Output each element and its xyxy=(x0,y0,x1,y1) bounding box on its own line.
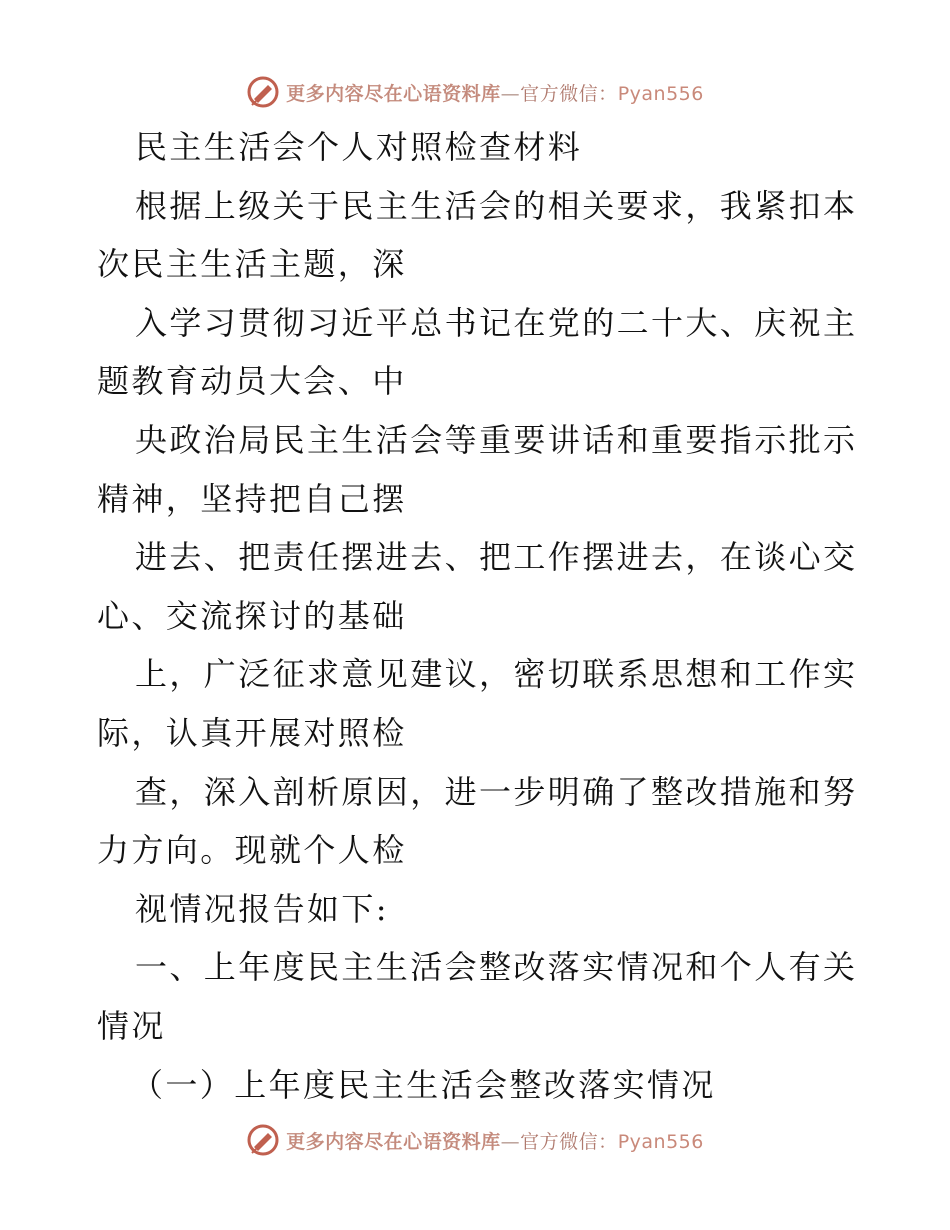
text-line: 际，认真开展对照检 xyxy=(97,713,407,752)
pen-logo-icon xyxy=(246,1123,280,1157)
document-body xyxy=(97,118,857,1114)
text-line: 查，深入剖析原因，进一步明确了整改措施和努 xyxy=(135,772,858,811)
watermark-text: 更多内容尽在心语资料库—官方微信：Pyan556 xyxy=(286,82,704,105)
text-line: 视情况报告如下: xyxy=(135,889,389,928)
footer-watermark xyxy=(0,1120,950,1160)
text-line: 力方向。现就个人检 xyxy=(97,831,407,870)
watermark-text: 更多内容尽在心语资料库—官方微信：Pyan556 xyxy=(286,1130,704,1153)
document-title: 民主生活会个人对照检查材料 xyxy=(135,128,583,166)
header-watermark xyxy=(0,72,950,112)
text-line: 次民主生活主题，深 xyxy=(97,245,407,284)
text-line: 根据上级关于民主生活会的相关要求，我紧扣本 xyxy=(135,186,858,225)
pen-logo-icon xyxy=(246,75,280,109)
text-line: 进去、把责任摆进去、把工作摆进去，在谈心交 xyxy=(135,538,858,577)
section-heading-cont: 情况 xyxy=(97,1006,166,1045)
section-heading: 一、上年度民主生活会整改落实情况和个人有关 xyxy=(135,948,858,987)
text-line: 入学习贯彻习近平总书记在党的二十大、庆祝主 xyxy=(135,303,858,342)
text-line: 心、交流探讨的基础 xyxy=(97,596,407,635)
text-line: 精神，坚持把自己摆 xyxy=(97,479,407,518)
text-line: 央政治局民主生活会等重要讲话和重要指示批示 xyxy=(135,420,858,459)
text-line: 上，广泛征求意见建议，密切联系思想和工作实 xyxy=(135,655,858,694)
text-line: 题教育动员大会、中 xyxy=(97,362,407,401)
subsection-heading: （一）上年度民主生活会整改落实情况 xyxy=(131,1065,716,1104)
